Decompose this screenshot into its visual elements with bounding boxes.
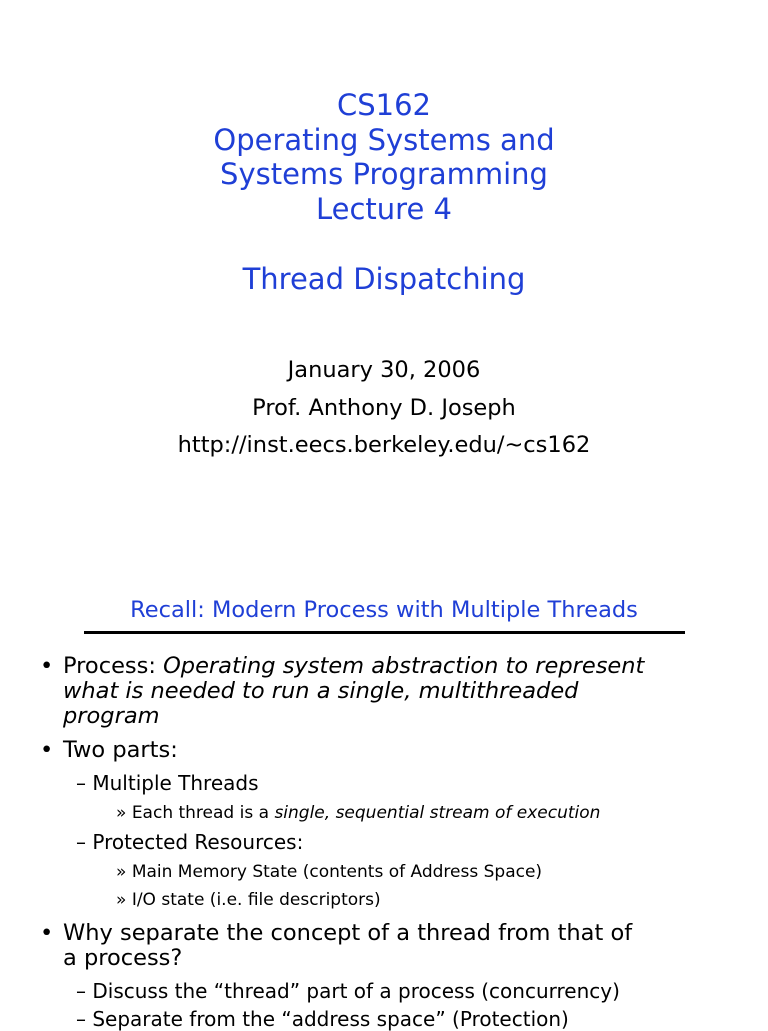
sub-multiple-threads-text: Multiple Threads bbox=[92, 771, 259, 795]
bullet-glyph: • bbox=[40, 653, 54, 679]
bullet-glyph: • bbox=[40, 920, 54, 946]
sub-glyph: » bbox=[116, 890, 127, 910]
dash-glyph: – bbox=[76, 830, 86, 854]
bullet-process-text bbox=[63, 654, 644, 679]
course-url[interactable]: http://inst.eecs.berkeley.edu/~cs162 bbox=[177, 432, 591, 458]
bullet-two-parts-text: Two parts: bbox=[63, 737, 178, 763]
sub-protected-resources-text: Protected Resources: bbox=[92, 830, 304, 854]
bullet-why-separate-line1: Why separate the concept of a thread from that of bbox=[63, 920, 633, 946]
lecture-topic: Thread Dispatching bbox=[242, 262, 526, 296]
bullet-process-def-line3: program bbox=[63, 703, 160, 729]
dash-glyph: – bbox=[76, 1007, 86, 1031]
sub-separate-address-space bbox=[76, 1007, 569, 1031]
lecture-number: Lecture 4 bbox=[316, 191, 452, 226]
lecture-meta bbox=[0, 352, 768, 465]
bullet-process-def-line1: Operating system abstraction to represent bbox=[163, 653, 645, 679]
sub-separate-address-space-text: Separate from the “address space” (Protection) bbox=[92, 1007, 569, 1031]
course-title-line1: Operating Systems and bbox=[213, 122, 555, 157]
lecture-date: January 30, 2006 bbox=[287, 357, 481, 383]
bullet-glyph: • bbox=[40, 737, 54, 763]
sub-discuss-thread bbox=[76, 979, 620, 1003]
course-code: CS162 bbox=[336, 88, 431, 122]
subsub-memory-state bbox=[116, 861, 542, 883]
course-title-line2: Systems Programming bbox=[220, 157, 548, 191]
subsub-thread-def bbox=[116, 802, 600, 824]
dash-glyph: – bbox=[76, 771, 86, 795]
bullet-why-separate-line2: a process? bbox=[63, 945, 183, 971]
memory-state-text: Main Memory State (contents of Address Space) bbox=[131, 862, 543, 882]
bullet-process-def-line2: what is needed to run a single, multithreaded bbox=[63, 678, 579, 704]
thread-def-prefix: Each thread is a bbox=[131, 803, 275, 823]
thread-def-emphasis: single, sequential stream of execution bbox=[274, 803, 601, 823]
io-state-text: I/O state (i.e. file descriptors) bbox=[131, 890, 381, 910]
sub-glyph: » bbox=[116, 862, 127, 882]
sub-discuss-thread-text: Discuss the “thread” part of a process (concurrency) bbox=[92, 979, 620, 1003]
dash-glyph: – bbox=[76, 979, 86, 1003]
slide-title: Recall: Modern Process with Multiple Threads bbox=[130, 597, 638, 623]
sub-glyph: » bbox=[116, 803, 127, 823]
bullet-process-label: Process: bbox=[63, 653, 164, 679]
sub-protected-resources bbox=[76, 830, 303, 854]
lecture-title-block bbox=[0, 88, 768, 226]
subsub-io-state bbox=[116, 889, 381, 911]
title-divider bbox=[84, 631, 685, 634]
professor-name: Prof. Anthony D. Joseph bbox=[252, 394, 516, 421]
sub-multiple-threads bbox=[76, 771, 259, 795]
